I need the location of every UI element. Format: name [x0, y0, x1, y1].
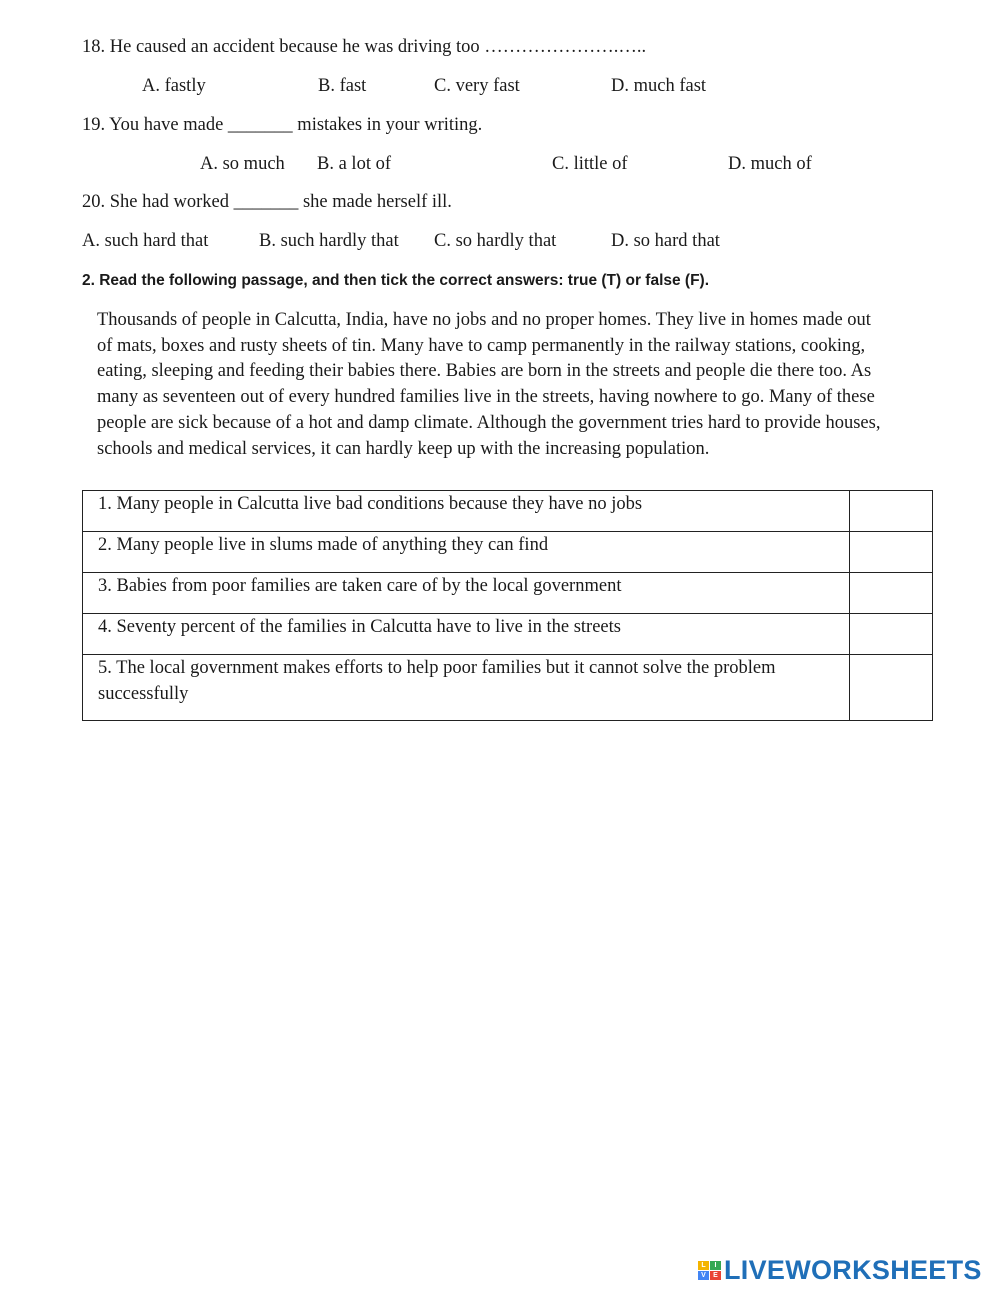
q18-option-a[interactable]: A. fastly — [142, 76, 206, 96]
q18-option-d[interactable]: D. much fast — [611, 76, 707, 96]
statement-5: 5. The local government makes efforts to help poor families but it cannot solve the problem successfully — [83, 655, 850, 721]
table-row — [83, 491, 933, 532]
true-false-table — [82, 490, 933, 721]
q20-option-a[interactable]: A. such hard that — [82, 231, 209, 251]
question-18-stem: 18. He caused an accident because he was driving too ………………….….. — [82, 37, 647, 57]
table-row — [83, 655, 933, 721]
question-19-stem: 19. You have made _______ mistakes in your writing. — [82, 115, 483, 135]
passage-line: people are sick because of a hot and damp climate. Although the government tries hard to provide houses, — [97, 412, 881, 433]
statement-2: 2. Many people live in slums made of anything they can find — [83, 532, 850, 573]
answer-input-1[interactable] — [850, 491, 936, 533]
statement-3: 3. Babies from poor families are taken care of by the local government — [83, 573, 850, 614]
answer-cell-1[interactable] — [850, 491, 933, 532]
q20-option-c[interactable]: C. so hardly that — [434, 231, 557, 251]
answer-cell-3[interactable] — [850, 573, 933, 614]
statement-1: 1. Many people in Calcutta live bad conditions because they have no jobs — [83, 491, 850, 532]
q18-option-c[interactable]: C. very fast — [434, 76, 520, 96]
q20-option-d[interactable]: D. so hard that — [611, 231, 720, 251]
passage-line: of mats, boxes and rusty sheets of tin. Many have to camp permanently in the railway stations, cooking, — [97, 335, 866, 356]
passage-line: many as seventeen out of every hundred families live in the streets, having nowhere to go. Many of these — [97, 387, 875, 408]
answer-cell-5[interactable] — [850, 655, 933, 721]
statement-4: 4. Seventy percent of the families in Calcutta have to live in the streets — [83, 614, 850, 655]
q20-option-b[interactable]: B. such hardly that — [259, 231, 399, 251]
answer-input-5[interactable] — [850, 655, 936, 722]
q19-option-d[interactable]: D. much of — [728, 154, 812, 174]
q19-option-a[interactable]: A. so much — [200, 154, 285, 174]
passage-line: eating, sleeping and feeding their babies there. Babies are born in the streets and people die there too. As — [97, 361, 872, 382]
answer-cell-2[interactable] — [850, 532, 933, 573]
table-row — [83, 532, 933, 573]
table-row — [83, 614, 933, 655]
reading-passage — [97, 308, 939, 462]
logo-tile: L — [698, 1261, 709, 1270]
passage-line: Thousands of people in Calcutta, India, have no jobs and no proper homes. They live in homes made out — [97, 310, 871, 330]
table-row — [83, 573, 933, 614]
q19-option-c[interactable]: C. little of — [552, 154, 628, 174]
q18-option-b[interactable]: B. fast — [318, 76, 367, 96]
answer-input-3[interactable] — [850, 573, 936, 615]
passage-line: schools and medical services, it can hardly keep up with the increasing population. — [97, 438, 710, 459]
section-2-instruction: 2. Read the following passage, and then tick the correct answers: true (T) or false (F). — [82, 272, 710, 289]
answer-input-2[interactable] — [850, 532, 936, 574]
q19-option-b[interactable]: B. a lot of — [317, 154, 391, 174]
brand-name: LIVEWORKSHEETS — [724, 1254, 982, 1285]
answer-input-4[interactable] — [850, 614, 936, 656]
logo-tile: V — [698, 1271, 709, 1280]
liveworksheets-brand — [698, 1256, 982, 1284]
answer-cell-4[interactable] — [850, 614, 933, 655]
logo-tile: I — [710, 1261, 721, 1270]
liveworksheets-logo-icon — [698, 1261, 721, 1280]
question-20-stem: 20. She had worked _______ she made herself ill. — [82, 192, 452, 212]
logo-tile: E — [710, 1271, 721, 1280]
